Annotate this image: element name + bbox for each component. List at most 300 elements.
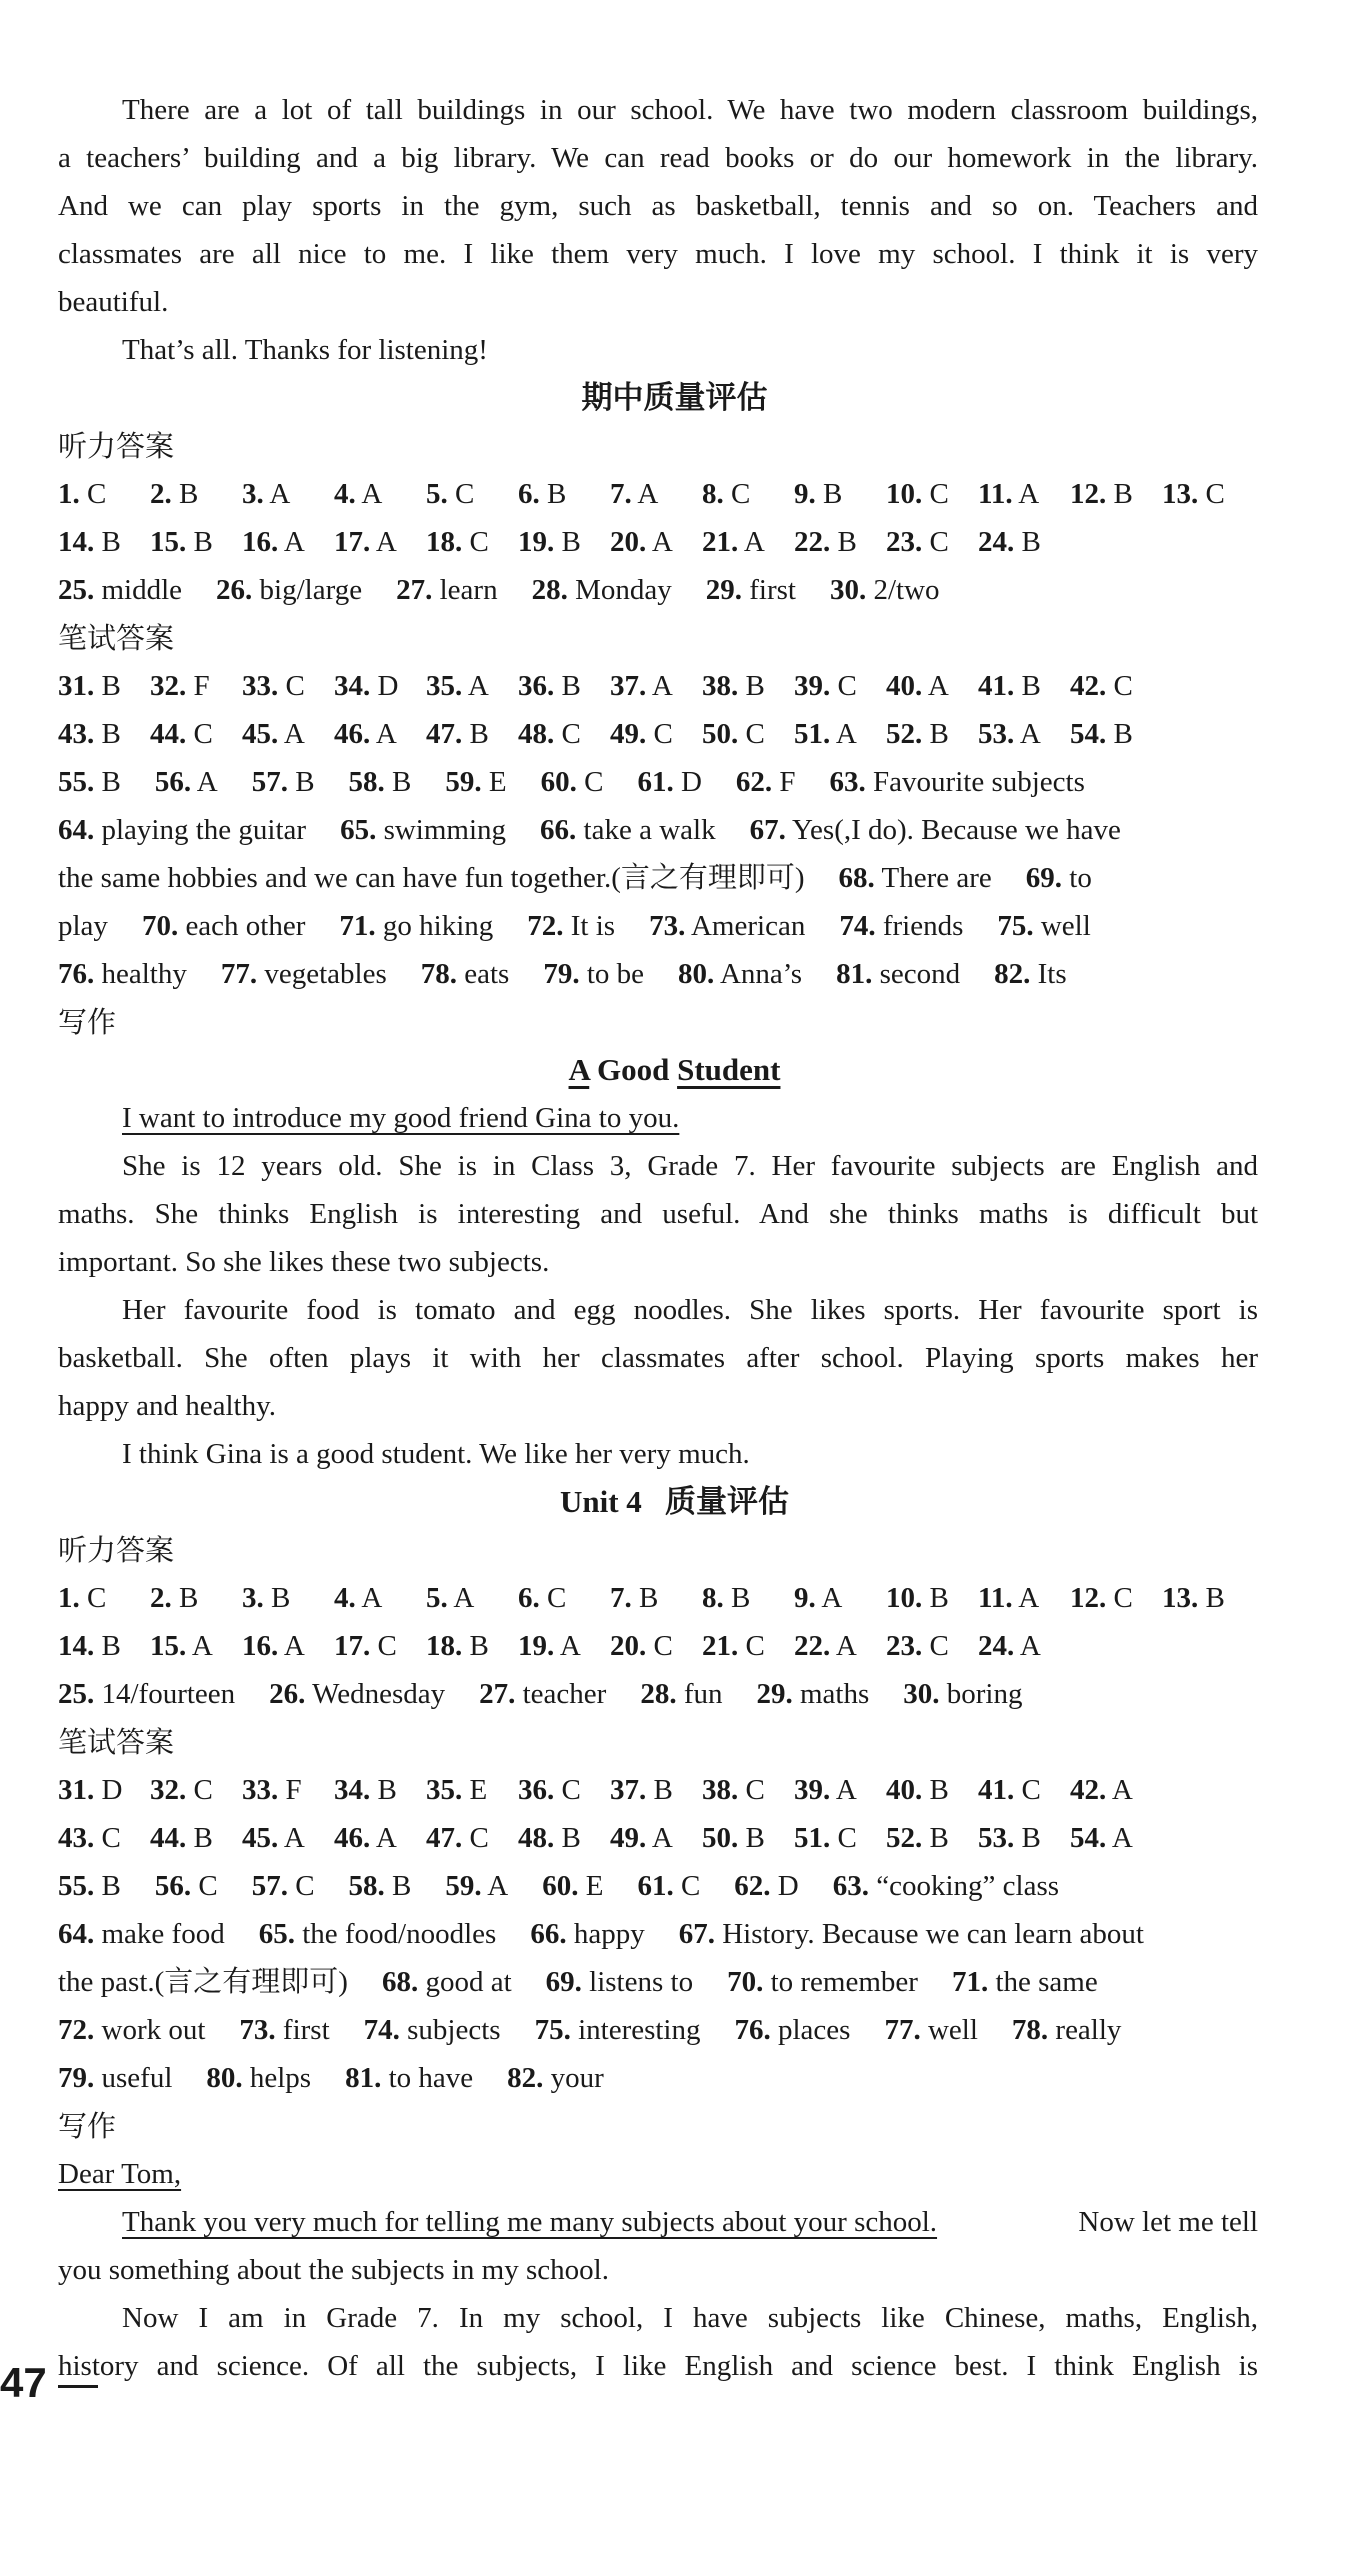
answer-value: B (554, 526, 581, 558)
answer-value: B (462, 1630, 489, 1662)
answer-number: 12. (1070, 1582, 1107, 1614)
answer-number: 49. (610, 718, 647, 750)
unit4-title-en: Unit 4 (559, 1484, 642, 1519)
answer-item (830, 574, 940, 606)
answer-item (610, 518, 673, 566)
answer-item (479, 1678, 606, 1710)
unit4-listening-row (58, 1622, 1258, 1670)
answer-item (702, 518, 765, 566)
answer-item (396, 574, 497, 606)
intro-line-4: classmates are all nice to me. I like them very much. I love my school. I think it is very (58, 238, 1258, 270)
answer-item (426, 710, 489, 758)
answer-number: 34. (334, 1774, 371, 1806)
answer-item (546, 1966, 693, 1998)
answer-item (58, 2014, 205, 2046)
answer-item (150, 662, 210, 710)
answer-number: 13. (1162, 1582, 1199, 1614)
answer-item (978, 1622, 1041, 1670)
answer-item (349, 1870, 412, 1902)
answer-value: Monday (575, 574, 672, 606)
answer-item (756, 1678, 869, 1710)
answer-item (610, 662, 673, 710)
answer-value: A (830, 718, 857, 750)
answer-value: There are (881, 862, 992, 894)
answer-item (1070, 470, 1133, 518)
answer-value: each other (185, 910, 306, 942)
answer-value: the same (995, 1966, 1098, 1998)
answer-item (886, 710, 949, 758)
answer-number: 40. (886, 670, 923, 702)
answer-number: 3. (242, 478, 264, 510)
answer-value: A (1014, 1630, 1041, 1662)
answer-value: go hiking (382, 910, 494, 942)
answer-item (221, 958, 387, 990)
answer-item (1162, 470, 1225, 518)
answer-number: 39. (794, 670, 831, 702)
answer-value: B (738, 1822, 765, 1854)
answer-item (978, 710, 1041, 758)
answer-value: B (922, 1822, 949, 1854)
answer-number: 24. (978, 1630, 1015, 1662)
answer-value: B (186, 526, 213, 558)
answer-number: 29. (756, 1678, 793, 1710)
answer-number: 52. (886, 718, 923, 750)
answer-number: 43. (58, 718, 95, 750)
answer-number: 15. (150, 526, 187, 558)
answer-number: 65. (258, 1918, 295, 1950)
answer-number: 53. (978, 1822, 1015, 1854)
answer-number: 27. (479, 1678, 516, 1710)
answer-number: 21. (702, 526, 739, 558)
answer-value: A (278, 1822, 305, 1854)
answer-item (349, 766, 412, 798)
answer-item (58, 574, 182, 606)
answer-item (334, 710, 397, 758)
answer-number: 43. (58, 1822, 95, 1854)
answer-value: A (1012, 1582, 1040, 1614)
answer-value: B (370, 1774, 397, 1806)
answer-value: A (646, 670, 673, 702)
answer-number: 54. (1070, 718, 1107, 750)
answer-number: 2. (150, 478, 172, 510)
answer-value: listens to (589, 1966, 694, 1998)
answer-number: 64. (58, 814, 95, 846)
midterm-written-label: 笔试答案 (58, 621, 175, 655)
answer-number: 58. (348, 766, 385, 798)
answer-number: 33. (242, 1774, 279, 1806)
answer-value: first (282, 2014, 330, 2046)
answer-item (426, 518, 489, 566)
answer-item (259, 1918, 497, 1950)
answer-item (382, 1966, 512, 1998)
unit4-written-fill-row (58, 1958, 1258, 2006)
unit4-writing-label: 写作 (58, 2109, 117, 2143)
answer-item (678, 958, 802, 990)
unit4-written-fill-row (58, 1910, 1258, 1958)
answer-item (334, 1574, 382, 1622)
midterm-written-fill-row (58, 854, 1258, 902)
answer-value: big/large (259, 574, 363, 606)
answer-value: C (295, 1870, 315, 1902)
answer-number: 56. (154, 766, 192, 798)
letter-line-2: you something about the subjects in my school. (58, 2254, 609, 2286)
essay-line-4: important. So she likes these two subjects. (58, 1246, 550, 1278)
answer-item (702, 710, 765, 758)
answer-item (58, 1918, 225, 1950)
essay-line-1 (122, 1094, 1322, 1142)
answer-item (58, 470, 106, 518)
answer-value: A (1012, 478, 1040, 510)
answer-value: B (539, 478, 567, 510)
answer-value: C (462, 1822, 489, 1854)
answer-item (364, 2014, 501, 2046)
answer-item (345, 2062, 473, 2094)
answer-value: swimming (383, 814, 507, 846)
answer-value: C (1014, 1774, 1041, 1806)
answer-number: 55. (58, 766, 95, 798)
answer-number: 25. (58, 1678, 95, 1710)
letter-line-3: Now I am in Grade 7. In my school, I have subjects like Chinese, maths, English, (122, 2302, 1258, 2334)
answer-item (252, 766, 315, 798)
answer-item (541, 766, 604, 798)
answer-number: 74. (363, 2014, 400, 2046)
intro-line-3: And we can play sports in the gym, such as basketball, tennis and so on. Teachers and (58, 190, 1258, 222)
answer-number: 32. (150, 1774, 187, 1806)
answer-item (978, 662, 1041, 710)
answer-value: “cooking” class (876, 1870, 1060, 1902)
answer-item (1070, 1574, 1133, 1622)
answer-item (150, 710, 213, 758)
answer-number: 75. (997, 910, 1034, 942)
answer-number: 11. (978, 478, 1013, 510)
answer-item (150, 1766, 213, 1814)
essay-title (0, 1046, 1349, 1094)
answer-number: 10. (886, 478, 923, 510)
answer-number: 30. (903, 1678, 940, 1710)
answer-item (242, 470, 290, 518)
answer-number: 1. (58, 1582, 80, 1614)
answer-number: 46. (334, 1822, 371, 1854)
answer-value: B (392, 1870, 412, 1902)
answer-number: 11. (978, 1582, 1013, 1614)
answer-item (836, 958, 960, 990)
answer-item (794, 1766, 857, 1814)
answer-value: A (355, 478, 383, 510)
answer-item (997, 910, 1090, 942)
answer-number: 7. (610, 1582, 632, 1614)
answer-value: C (447, 478, 475, 510)
answer-value: B (101, 1870, 121, 1902)
answer-number: 80. (206, 2062, 243, 2094)
answer-number: 72. (58, 2014, 95, 2046)
answer-item (794, 518, 857, 566)
midterm-written-row (58, 710, 1258, 758)
answer-number: 51. (794, 718, 831, 750)
answer-number: 2. (150, 1582, 172, 1614)
answer-number: 82. (994, 958, 1031, 990)
answer-value: A (554, 1630, 581, 1662)
answer-item (518, 662, 581, 710)
answer-value: A (278, 1630, 305, 1662)
answer-value: helps (249, 2062, 312, 2094)
answer-number: 17. (334, 526, 371, 558)
answer-item (886, 518, 949, 566)
answer-value: B (1014, 526, 1041, 558)
answer-value: middle (101, 574, 183, 606)
letter-underlined-sentence: Thank you very much for telling me many subjects about your school. (122, 2206, 938, 2238)
answer-value: E (488, 766, 507, 798)
answer-item (702, 1814, 765, 1862)
letter-line-4: history and science. Of all the subjects, I like English and science best. I think English is (58, 2350, 1258, 2382)
answer-item (1070, 710, 1133, 758)
midterm-written-fill-row (58, 758, 1258, 806)
answer-value: B (1106, 478, 1133, 510)
unit4-listening-fill (58, 1670, 1258, 1718)
answer-value: play (58, 910, 108, 942)
answer-number: 1. (58, 478, 80, 510)
answer-number: 10. (886, 1582, 923, 1614)
answer-value: B (1014, 1822, 1041, 1854)
answer-item (242, 662, 305, 710)
answer-number: 8. (702, 1582, 724, 1614)
answer-item (839, 910, 963, 942)
answer-item (421, 958, 510, 990)
midterm-written-fill-row (58, 806, 1258, 854)
letter-line-1 (122, 2198, 1258, 2246)
answer-value: B (830, 526, 857, 558)
midterm-written-fill (58, 758, 1258, 998)
answer-item (750, 814, 1121, 846)
answer-value: C (738, 718, 765, 750)
answer-value: your (550, 2062, 604, 2094)
answer-item (886, 1574, 949, 1622)
midterm-listening-answers (58, 470, 1258, 566)
answer-value: C (646, 718, 673, 750)
answer-number: 52. (886, 1822, 923, 1854)
answer-value: the same hobbies and we can have fun together.(言之有理即可) (58, 862, 805, 894)
answer-item (794, 662, 857, 710)
intro-line-5: beautiful. (58, 286, 169, 318)
answer-value: Favourite subjects (873, 766, 1085, 798)
answer-item (518, 1814, 581, 1862)
answer-value: the food/noodles (302, 1918, 497, 1950)
answer-item (679, 1918, 1144, 1950)
answer-number: 34. (334, 670, 371, 702)
answer-number: 63. (829, 766, 866, 798)
answer-number: 70. (727, 1966, 764, 1998)
answer-number: 37. (610, 1774, 647, 1806)
answer-number: 16. (242, 1630, 279, 1662)
answer-value: C (646, 1630, 673, 1662)
answer-number: 28. (640, 1678, 677, 1710)
answer-item (206, 2062, 311, 2094)
letter-greeting (58, 2150, 1258, 2198)
answer-item (242, 1622, 305, 1670)
answer-number: 22. (794, 1630, 831, 1662)
answer-item (58, 2062, 172, 2094)
answer-value: B (94, 718, 121, 750)
answer-value: subjects (407, 2014, 501, 2046)
answer-item (610, 1814, 673, 1862)
answer-item (58, 1766, 122, 1814)
answer-number: 56. (154, 1870, 192, 1902)
answer-number: 38. (702, 670, 739, 702)
answer-number: 57. (251, 1870, 288, 1902)
answer-number: 23. (886, 1630, 923, 1662)
answer-item (58, 662, 121, 710)
answer-value: B (392, 766, 412, 798)
answer-item (58, 1966, 348, 1998)
answer-number: 22. (794, 526, 831, 558)
answer-number: 53. (978, 718, 1015, 750)
answer-value: It is (570, 910, 616, 942)
midterm-title: 期中质量评估 (581, 380, 768, 416)
answer-item (886, 470, 949, 518)
answer-item (702, 1574, 750, 1622)
answer-item (426, 1574, 474, 1622)
answer-item (736, 766, 796, 798)
answer-value: eats (464, 958, 510, 990)
answer-value: B (101, 766, 121, 798)
answer-item (507, 2062, 604, 2094)
answer-item (252, 1870, 315, 1902)
unit4-written-label: 笔试答案 (58, 1725, 175, 1759)
answer-item (727, 1966, 918, 1998)
answer-item (903, 1678, 1022, 1710)
answer-value: B (922, 1774, 949, 1806)
answer-value: B (1198, 1582, 1225, 1614)
answer-item (150, 1814, 213, 1862)
answer-value: A (370, 1822, 397, 1854)
answer-number: 60. (542, 1870, 579, 1902)
answer-item (426, 1766, 487, 1814)
answer-item (1070, 662, 1133, 710)
answer-value: the past.(言之有理即可) (58, 1966, 348, 1998)
answer-number: 80. (678, 958, 715, 990)
answer-item (518, 1622, 581, 1670)
answer-number: 54. (1070, 1822, 1107, 1854)
unit4-title (0, 1478, 1349, 1526)
answer-value: to (1069, 862, 1092, 894)
answer-value: B (263, 1582, 291, 1614)
answer-number: 24. (978, 526, 1015, 558)
answer-number: 35. (426, 1774, 463, 1806)
answer-item (886, 1766, 949, 1814)
answer-value: A (263, 478, 291, 510)
answer-number: 71. (951, 1966, 989, 1998)
answer-value: C (922, 1630, 949, 1662)
answer-item (334, 518, 397, 566)
unit4-written-fill (58, 1862, 1258, 2102)
answer-item (155, 1870, 218, 1902)
answer-number: 4. (334, 1582, 356, 1614)
answer-number: 26. (269, 1678, 306, 1710)
answer-number: 40. (886, 1774, 923, 1806)
answer-value: to have (388, 2062, 474, 2094)
intro-closing: That’s all. Thanks for listening! (122, 334, 488, 366)
answer-value: B (94, 526, 121, 558)
answer-number: 62. (734, 1870, 771, 1902)
answer-value: A (186, 1630, 213, 1662)
answer-number: 19. (518, 1630, 555, 1662)
answer-item (150, 1622, 213, 1670)
answer-item (58, 862, 805, 894)
answer-item (334, 662, 398, 710)
answer-number: 61. (637, 1870, 674, 1902)
answer-value: B (738, 670, 765, 702)
answer-number: 32. (150, 670, 187, 702)
answer-value: A (370, 718, 397, 750)
answer-value: learn (439, 574, 498, 606)
answer-value: B (295, 766, 315, 798)
answer-item (150, 1574, 198, 1622)
answer-item (540, 814, 716, 846)
answer-value: to remember (770, 1966, 918, 1998)
answer-item (518, 1574, 566, 1622)
answer-value: Wednesday (312, 1678, 446, 1710)
answer-item (610, 1766, 673, 1814)
answer-value: F (779, 766, 796, 798)
answer-value: B (1014, 670, 1041, 702)
answer-number: 15. (150, 1630, 187, 1662)
midterm-written-fill-row (58, 950, 1258, 998)
essay-line-2: She is 12 years old. She is in Class 3, Grade 7. Her favourite subjects are English and (122, 1150, 1258, 1182)
answer-number: 65. (340, 814, 377, 846)
answer-value: D (94, 1774, 123, 1806)
answer-value: B (631, 1582, 659, 1614)
answer-value: F (278, 1774, 302, 1806)
answer-number: 38. (702, 1774, 739, 1806)
answer-number: 47. (426, 718, 463, 750)
answer-number: 18. (426, 526, 463, 558)
answer-number: 26. (216, 574, 253, 606)
answer-number: 5. (426, 1582, 448, 1614)
answer-value: C (198, 1870, 218, 1902)
answer-number: 46. (334, 718, 371, 750)
answer-item (610, 1574, 658, 1622)
answer-item (239, 2014, 329, 2046)
answer-number: 47. (426, 1822, 463, 1854)
answer-number: 8. (702, 478, 724, 510)
answer-value: C (723, 478, 751, 510)
answer-item (518, 710, 581, 758)
unit4-written-row (58, 1814, 1258, 1862)
answer-number: 76. (734, 2014, 771, 2046)
unit4-listening-answers (58, 1574, 1258, 1670)
answer-item (978, 1574, 1039, 1622)
answer-item (637, 1870, 700, 1902)
answer-item (532, 574, 672, 606)
answer-value: D (370, 670, 399, 702)
answer-item (1162, 1574, 1225, 1622)
answer-item (242, 710, 305, 758)
answer-item (58, 710, 121, 758)
answer-item (426, 470, 474, 518)
answer-number: 68. (381, 1966, 419, 1998)
essay-title-student: Student (677, 1052, 781, 1087)
answer-value: C (922, 526, 949, 558)
answer-value: Anna’s (719, 958, 803, 990)
answer-number: 71. (339, 910, 376, 942)
answer-number: 48. (518, 718, 555, 750)
answer-number: 77. (884, 2014, 921, 2046)
answer-item (830, 766, 1085, 798)
answer-item (886, 662, 949, 710)
answer-value: C (1106, 670, 1133, 702)
answer-value: vegetables (264, 958, 387, 990)
midterm-listening-fill-row (58, 566, 1258, 614)
answer-value: C (922, 478, 949, 510)
